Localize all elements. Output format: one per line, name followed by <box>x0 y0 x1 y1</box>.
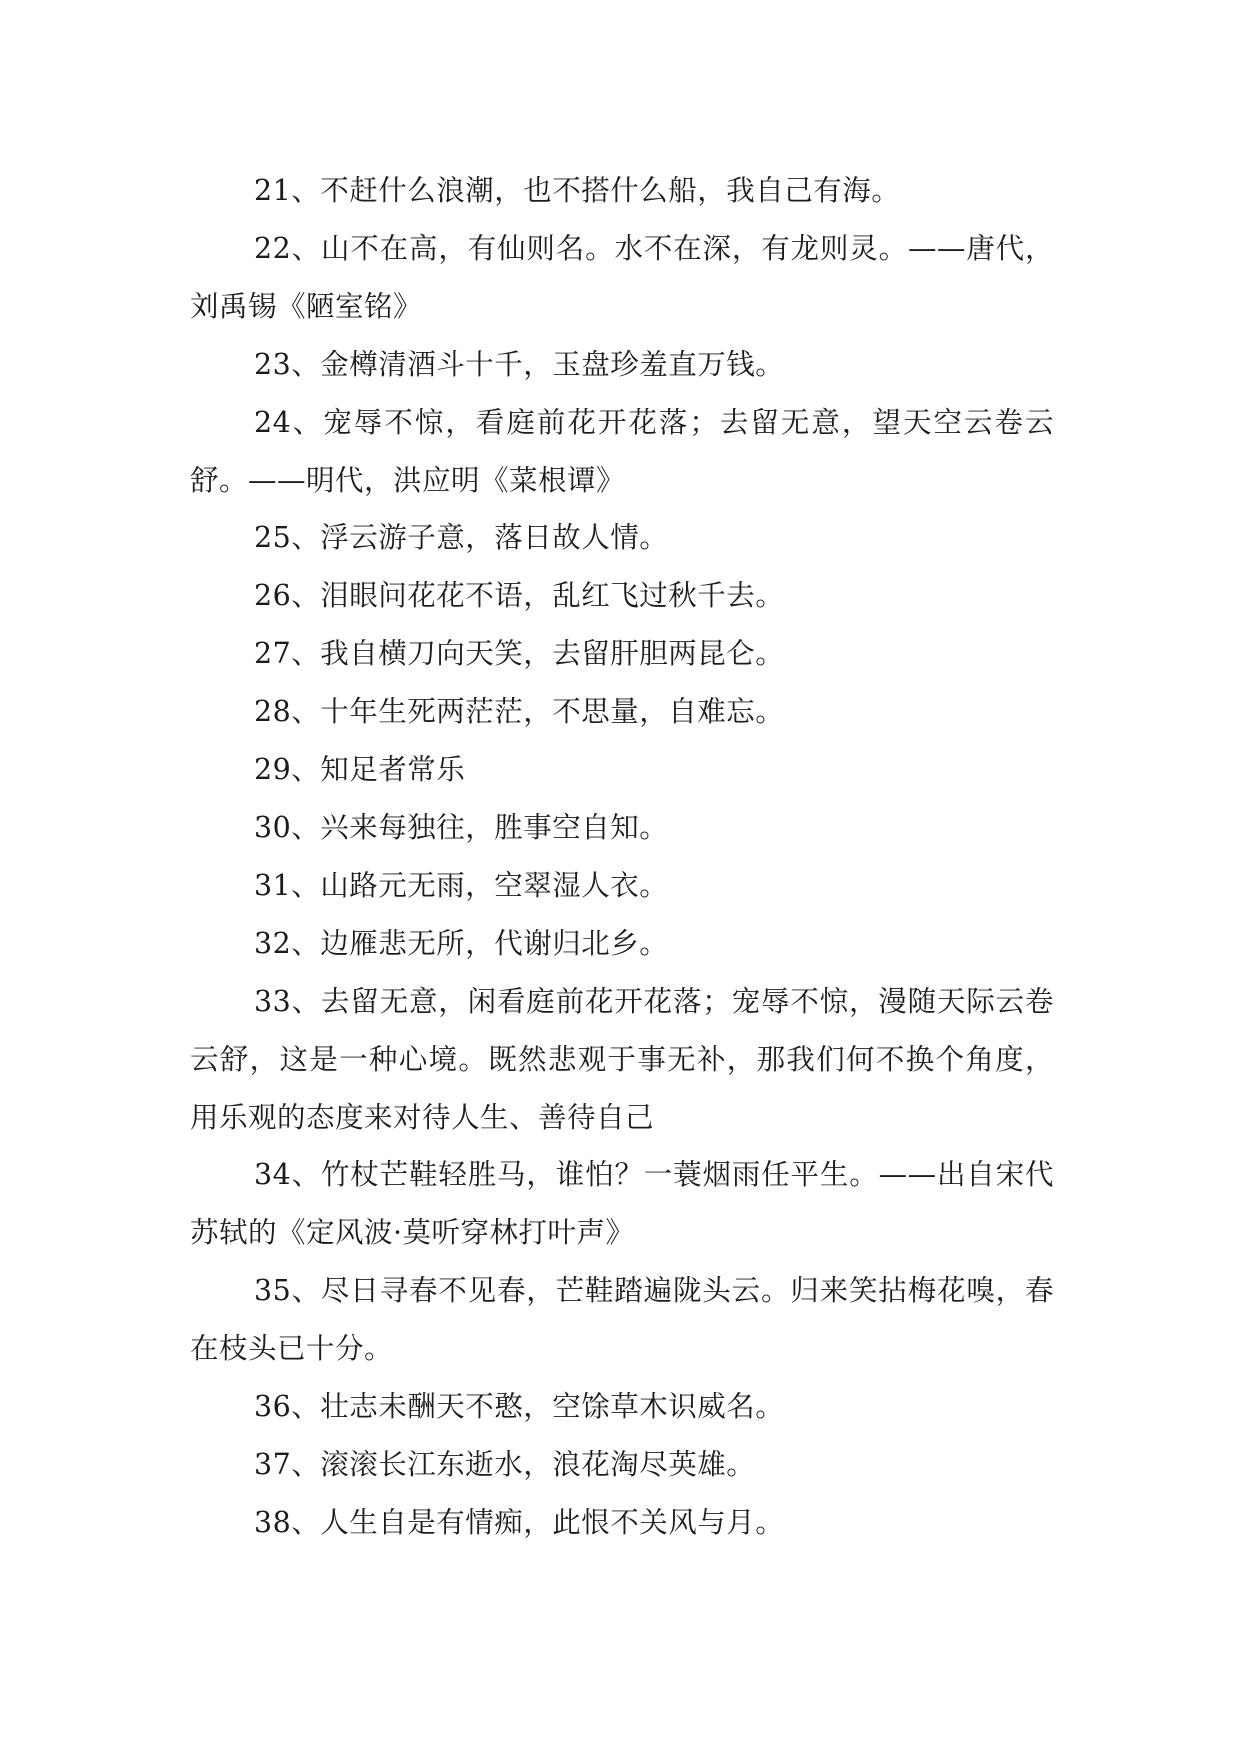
quote-paragraph-27: 27、我自横刀向天笑，去留肝胆两昆仑。 <box>254 637 785 671</box>
quote-paragraph-35: 35、尽日寻春不见春，芒鞋踏遍陇头云。归来笑拈梅花嗅，春在枝头已十分。 <box>190 1274 1054 1366</box>
quote-paragraph-36: 36、壮志未酬天不憨，空馀草木识威名。 <box>254 1390 785 1424</box>
quote-paragraph-33: 33、去留无意，闲看庭前花开花落；宠辱不惊，漫随天际云卷云舒，这是一种心境。既然悲观于事无补，那我们何不换个角度，用乐观的态度来对待人生、善待自己 <box>190 984 1054 1134</box>
quote-paragraph-21: 21、不赶什么浪潮，也不搭什么船，我自己有海。 <box>254 174 901 207</box>
quote-paragraph-22: 22、山不在高，有仙则名。水不在深，有龙则灵。——唐代，刘禹锡《陋室铭》 <box>190 231 1054 323</box>
quote-paragraph-24: 24、宠辱不惊，看庭前花开花落；去留无意，望天空云卷云舒。——明代，洪应明《菜根谭》 <box>190 405 1054 497</box>
quote-paragraph-28: 28、十年生死两茫茫，不思量，自难忘。 <box>254 695 785 729</box>
document-body <box>190 162 1054 1552</box>
quote-paragraph-37: 37、滚滚长江东逝水，浪花淘尽英雄。 <box>254 1447 756 1481</box>
quote-paragraph-32: 32、边雁悲无所，代谢归北乡。 <box>254 926 669 960</box>
quote-paragraph-29: 29、知足者常乐 <box>254 753 466 787</box>
quote-paragraph-38: 38、人生自是有情痴，此恨不关风与月。 <box>254 1505 785 1539</box>
quote-paragraph-30: 30、兴来每独往，胜事空自知。 <box>254 810 669 844</box>
quote-paragraph-26: 26、泪眼问花花不语，乱红飞过秋千去。 <box>254 579 785 613</box>
quote-paragraph-23: 23、金樽清酒斗十千，玉盘珍羞直万钱。 <box>254 347 785 381</box>
quote-paragraph-25: 25、浮云游子意，落日故人情。 <box>254 521 669 555</box>
quote-paragraph-34: 34、竹杖芒鞋轻胜马，谁怕？一蓑烟雨任平生。——出自宋代苏轼的《定风波·莫听穿林打叶声》 <box>190 1158 1054 1250</box>
quote-paragraph-31: 31、山路元无雨，空翠湿人衣。 <box>254 868 669 902</box>
